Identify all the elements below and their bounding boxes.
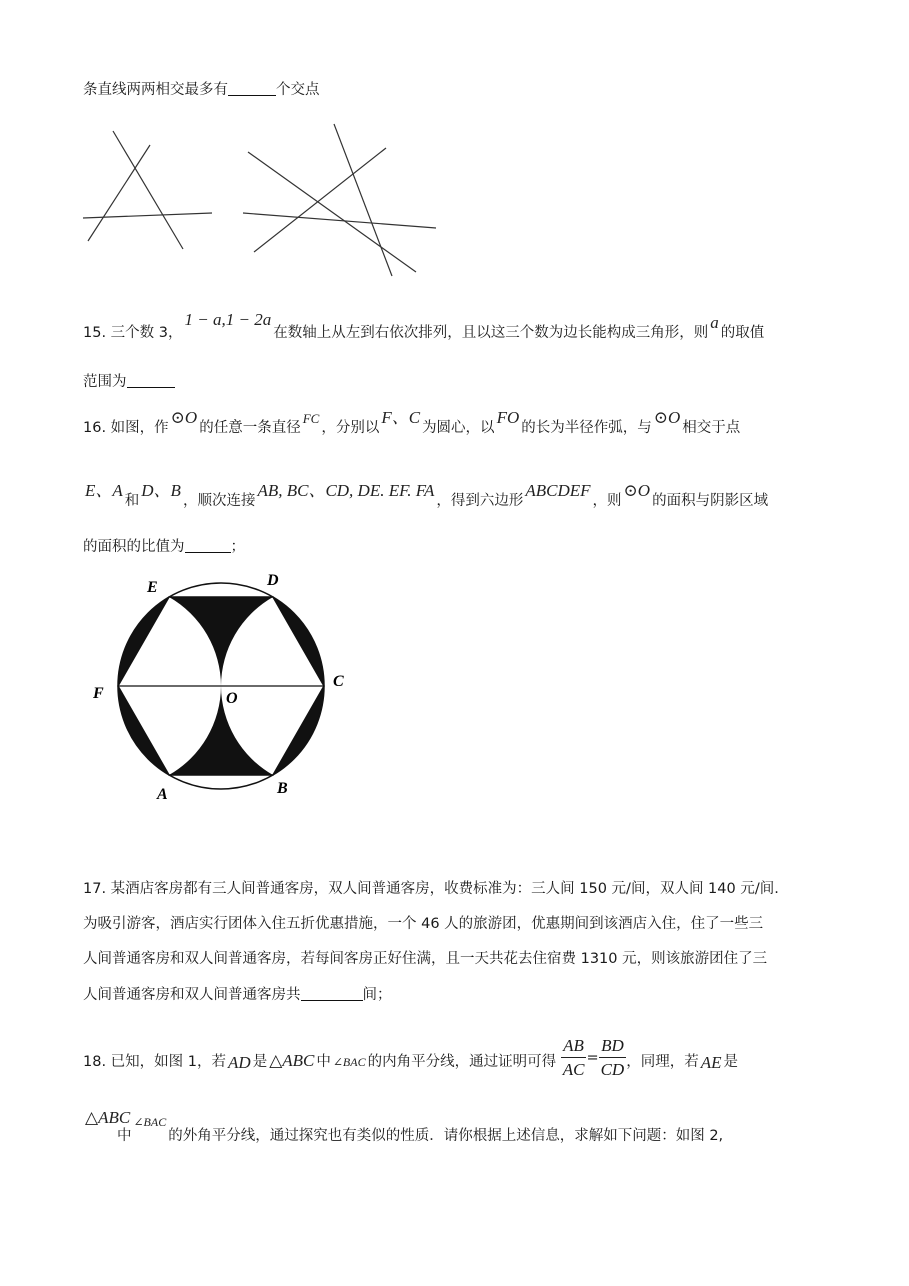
fraction-bd-cd: $\frac{BD}{CD}$ (600, 1036, 625, 1079)
label-B: B (277, 780, 288, 797)
q14-tail-line: 条直线两两相交最多有 个交点 (83, 82, 320, 98)
four-lines-figure (240, 120, 440, 280)
label-D: D (267, 572, 279, 589)
answer-blank (185, 538, 231, 553)
q15-expression: 1 − a,1 − 2a (184, 310, 272, 329)
var-a: a (710, 313, 719, 332)
q18-line2: △ABC 中$^{\angle BAC}$的外角平分线，通过探究也有类似的性质．请你根据上述信息，求解如下问题：如图 2, (85, 1108, 724, 1144)
line-3 (83, 213, 212, 218)
circle-hexagon-figure (85, 565, 355, 810)
q17-line1: 17. 某酒店客房都有三人间普通客房，双人间普通客房，收费标准为：三人间 150 元/间，双人间 140 元/间. (83, 881, 779, 897)
label-O: O (226, 690, 238, 707)
answer-blank (228, 81, 276, 96)
q17-line2: 为吸引游客，酒店实行团体入住五折优惠措施，一个 46 人的旅游团，优惠期间到该酒店入住，住了一些三 (83, 916, 764, 932)
q15-line2: 范围为 (83, 370, 175, 391)
q16-line1: 16. 如图，作⊙O的任意一条直径FC，分别以F、C为圆心，以FO的长为半径作弧，与⊙O相交于点 (83, 408, 741, 436)
answer-blank (127, 373, 175, 388)
label-A: A (157, 786, 168, 803)
line-1 (334, 124, 392, 276)
label-E: E (147, 579, 158, 596)
shade-bottom (169, 686, 273, 775)
label-F: F (93, 685, 104, 702)
label-C: C (333, 673, 344, 690)
fraction-ab-ac: $\frac{AB}{AC}$ (562, 1036, 585, 1079)
q16-line2: E、A和D、B，顺次连接AB, BC、CD, DE. EF. FA，得到六边形ABCDEF，则⊙O的面积与阴影区域 (85, 481, 769, 509)
line-3 (248, 152, 416, 272)
q18-line1: 18. 已知，如图 1，若 AD 是 △ABC 中 ∠BAC 的内角平分线，通过证明可得 $\frac{AB}{AC}$ = $\frac{BD}{CD}$ ，同理，若 AE 是 (83, 1036, 738, 1079)
line-2 (88, 145, 150, 241)
answer-blank (301, 986, 363, 1001)
shade-top (169, 597, 273, 686)
three-lines-figure (80, 125, 220, 255)
q17-line4: 人间普通客房和双人间普通客房共 间； (83, 987, 392, 1003)
q17-line3: 人间普通客房和双人间普通客房，若每间客房正好住满，且一天共花去住宿费 1310 元，则该旅游团住了三 (83, 951, 768, 967)
q16-line3: 的面积的比值为 ； (83, 539, 245, 555)
q15-line1: 15. 三个数 3，1 − a,1 − 2a在数轴上从左到右依次排列，且以这三个数为边长能构成三角形，则a的取值 (83, 310, 765, 341)
line-4 (243, 213, 436, 228)
